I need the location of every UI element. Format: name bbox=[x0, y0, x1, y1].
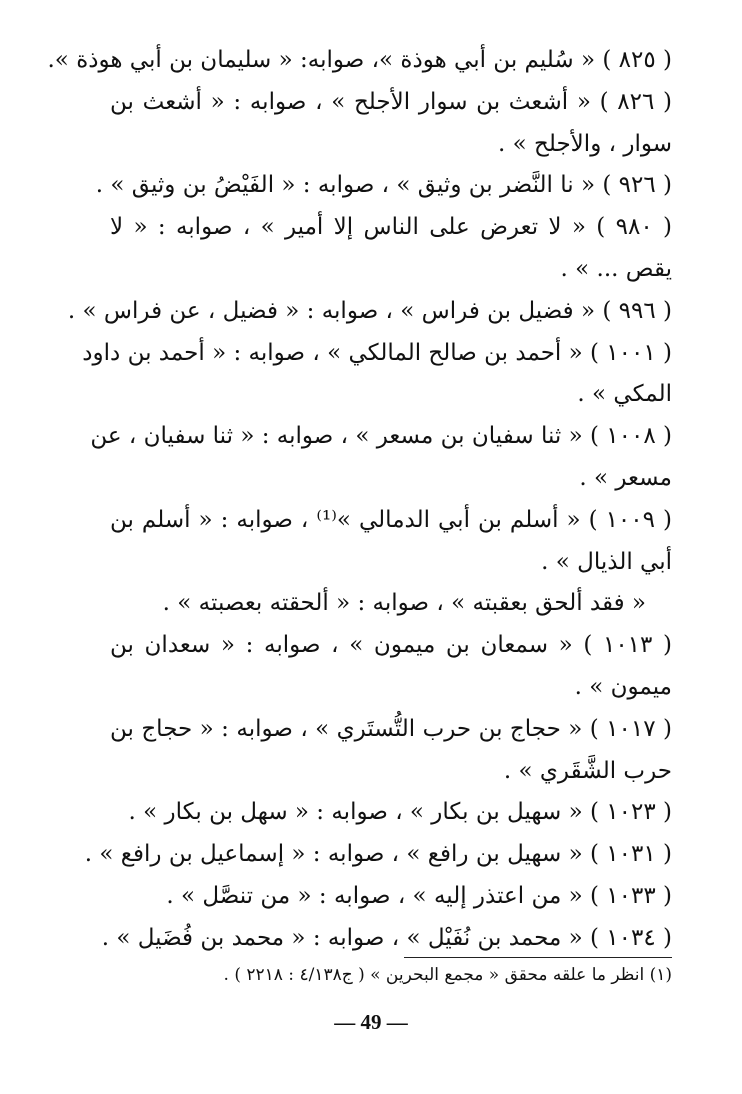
text-line: ( ١٠١٣ ) « سمعان بن ميمون » ، صوابه : « سعدان بن bbox=[110, 632, 672, 659]
text-line: ( ١٠٠٩ ) « أسلم بن أبي الدمالي »⁽¹⁾ ، صوابه : « أسلم بن bbox=[110, 506, 672, 533]
text-line: ( ١٠١٧ ) « حجاج بن حرب التُّستَري » ، صوابه : « حجاج بن bbox=[110, 715, 672, 742]
text-line: « فقد ألحق بعقبته » ، صوابه : « ألحقته بعصبته » . bbox=[162, 590, 646, 617]
text-line: حرب الشَّقَري » . bbox=[503, 757, 672, 784]
text-line: ( ١٠٠١ ) « أحمد بن صالح المالكي » ، صوابه : « أحمد بن داود bbox=[82, 339, 672, 366]
text-line: ( ١٠٢٣ ) « سهيل بن بكار » ، صوابه : « سهل بن بكار » . bbox=[128, 799, 672, 826]
text-line: سوار ، والأجلح » . bbox=[498, 130, 672, 157]
text-line: ( ١٠٣٤ ) « محمد بن نُفَيْل » ، صوابه : « محمد بن فُضَيل » . bbox=[101, 924, 672, 951]
text-line: ( ٩٨٠ ) « لا تعرض على الناس إلا أمير » ، صوابه : « لا bbox=[110, 214, 672, 241]
text-line: ( ٩٩٦ ) « فضيل بن فراس » ، صوابه : « فضيل ، عن فراس » . bbox=[67, 297, 672, 324]
text-line: المكي » . bbox=[577, 381, 672, 408]
text-line: أبي الذيال » . bbox=[541, 548, 672, 575]
text-line: ( ٨٢٥ ) « سُليم بن أبي هوذة »، صوابه: « سليمان بن أبي هوذة ». bbox=[47, 47, 672, 73]
footnote-divider bbox=[404, 957, 672, 958]
footnote: (١) انظر ما علقه محقق « مجمع البحرين » ( ج٤/١٣٨ : ٢٢١٨ ) . bbox=[223, 965, 672, 985]
text-line: ميمون » . bbox=[574, 673, 672, 700]
text-line: ( ١٠٠٨ ) « ثنا سفيان بن مسعر » ، صوابه : « ثنا سفيان ، عن bbox=[90, 423, 672, 450]
text-line: مسعر » . bbox=[579, 464, 672, 491]
text-line: ( ١٠٣٣ ) « من اعتذر إليه » ، صوابه : « من تنصَّل » . bbox=[166, 882, 672, 909]
page-number: — 49 — bbox=[334, 1010, 408, 1034]
page-body bbox=[47, 40, 672, 960]
text-line: ( ٩٢٦ ) « نا النَّضر بن وثيق » ، صوابه : « الفَيْضُ بن وثيق » . bbox=[95, 172, 672, 199]
text-line: ( ١٠٣١ ) « سهيل بن رافع » ، صوابه : « إسماعيل بن رافع » . bbox=[84, 841, 672, 868]
text-line: يقص ... » . bbox=[560, 255, 672, 282]
text-line: ( ٨٢٦ ) « أشعث بن سوار الأجلح » ، صوابه : « أشعث بن bbox=[110, 88, 672, 115]
